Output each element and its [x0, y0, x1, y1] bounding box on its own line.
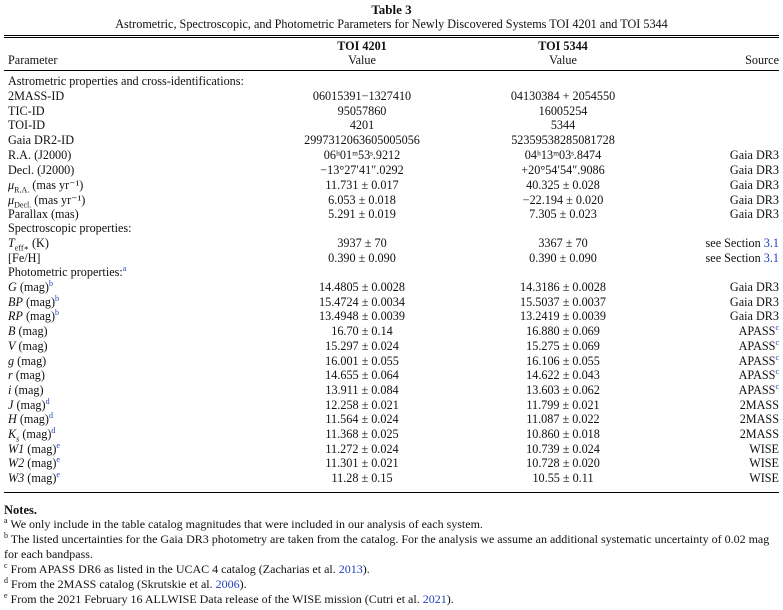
table-row: B (mag) 16.70 ± 0.14 16.880 ± 0.069 APASS$^c$	[8, 322, 779, 338]
header-toi5344: TOI 5344	[538, 39, 588, 53]
footnote-mark[interactable]: c	[775, 337, 779, 347]
header-rule	[4, 70, 779, 71]
row-pmra: $\mu_{R.A.}$ (mas yr⁻¹) 11.731 ± 0.017 40.325 ± 0.028 Gaia DR3	[8, 178, 779, 195]
table-row: W1 (mag)$^e$ 11.272 ± 0.024 10.739 ± 0.024 WISE	[8, 440, 779, 456]
footnote-mark[interactable]: c	[775, 366, 779, 376]
footnote-mark[interactable]: e	[56, 454, 60, 464]
top-rule-2	[4, 37, 779, 38]
table-row: $K_s$ (mag)$^d$ 11.368 ± 0.025 10.860 ± 0.018 2MASS	[8, 425, 779, 444]
table-row: TOI-ID 4201 5344	[8, 118, 576, 132]
table-row: i (mag) 13.911 ± 0.084 13.603 ± 0.062 APASS$^c$	[8, 381, 779, 397]
footnote-mark[interactable]: b	[55, 307, 60, 317]
table-row: W2 (mag)$^e$ 11.301 ± 0.021 10.728 ± 0.020 WISE	[8, 454, 779, 470]
table-row: RP (mag)$^b$ 13.4948 ± 0.0039 13.2419 ± 0.0039 Gaia DR3	[8, 307, 779, 323]
row-teff: $T_{eff∗}$ (K) 3937 ± 70 3367 ± 70 see Section 3.1	[8, 236, 779, 253]
table-row: V (mag) 15.297 ± 0.024 15.275 ± 0.069 APASS$^c$	[8, 337, 779, 353]
footnote-mark-a[interactable]: a	[122, 263, 127, 273]
table-row: J (mag)$^d$ 12.258 ± 0.021 11.799 ± 0.021 2MASS	[8, 396, 779, 412]
note-b: $^b$ The listed uncertainties for the Gaia DR3 photometry are taken from the catalog. For the analysis we assume an additional systematic uncertainty of 0.02 mag for each bandpass.	[4, 531, 770, 561]
footnote-mark[interactable]: b	[55, 293, 60, 303]
footnote-mark[interactable]: d	[51, 425, 56, 435]
note-c: $^c$ From APASS DR6 as listed in the UCAC 4 catalog (Zacharias et al. 2013).	[4, 561, 370, 576]
table-title: Astrometric, Spectroscopic, and Photometric Parameters for Newly Discovered Systems TOI 4201 and TOI 5344	[115, 17, 668, 31]
note-a: $^a$ We only include in the table catalog magnitudes that were included in our analysis of each system.	[4, 516, 483, 531]
bottom-rule	[4, 492, 779, 493]
footnote-mark[interactable]: c	[775, 322, 779, 332]
section-link[interactable]: 3.1	[763, 251, 779, 265]
table-row: BP (mag)$^b$ 15.4724 ± 0.0034 15.5037 ± 0.0037 Gaia DR3	[8, 293, 779, 309]
header-value-1: Value	[348, 53, 376, 67]
footnote-mark[interactable]: e	[56, 469, 60, 479]
note-e: $^e$ From the 2021 February 16 ALLWISE Data release of the WISE mission (Cutri et al. 2021).	[4, 591, 454, 606]
table-row: G (mag)$^b$ 14.4805 ± 0.0028 14.3186 ± 0.0028 Gaia DR3	[8, 278, 779, 294]
table-row: r (mag) 14.655 ± 0.064 14.622 ± 0.043 APASS$^c$	[8, 366, 779, 382]
citation-link[interactable]: 2013	[338, 562, 363, 576]
section-photometric: Photometric properties:$^a$	[8, 263, 127, 279]
section-astrometric: Astrometric properties and cross-identifications:	[8, 74, 244, 88]
header-value-2: Value	[549, 53, 577, 67]
footnote-mark[interactable]: b	[48, 278, 53, 288]
footnote-mark[interactable]: d	[45, 396, 50, 406]
header-row-1	[0, 39, 783, 54]
footnote-mark[interactable]: e	[56, 440, 60, 450]
section-spectroscopic: Spectroscopic properties:	[8, 221, 132, 235]
citation-link[interactable]: 2006	[215, 577, 240, 591]
table-row: H (mag)$^d$ 11.564 ± 0.024 11.087 ± 0.022 2MASS	[8, 410, 779, 426]
row-pmdec: $\mu_{Decl.}$ (mas yr⁻¹) 6.053 ± 0.018 −22.194 ± 0.020 Gaia DR3	[8, 193, 779, 210]
header-toi4201: TOI 4201	[337, 39, 387, 53]
row-feh: [Fe/H] 0.390 ± 0.090 0.390 ± 0.090 see Section 3.1	[8, 251, 779, 265]
row-ra: R.A. (J2000) 06ʰ01ᵐ53ˢ.9212 04ʰ13ᵐ03ˢ.8474 Gaia DR3	[8, 148, 779, 162]
table-row: W3 (mag)$^e$ 11.28 ± 0.15 10.55 ± 0.11 WISE	[8, 469, 779, 485]
table-row: 2MASS-ID 06015391−1327410 04130384 + 2054550	[8, 89, 616, 103]
header-source: Source	[745, 53, 779, 67]
notes-heading: Notes.	[4, 503, 37, 517]
footnote-mark[interactable]: c	[775, 381, 779, 391]
row-dec: Decl. (J2000) −13°27′41″.0292 +20°54′54″.9086 Gaia DR3	[8, 163, 779, 177]
header-parameter: Parameter	[8, 53, 58, 67]
footnote-mark[interactable]: c	[775, 352, 779, 362]
table-row: TIC-ID 95057860 16005254	[8, 104, 588, 118]
row-parallax: Parallax (mas) 5.291 ± 0.019 7.305 ± 0.023 Gaia DR3	[8, 207, 779, 221]
note-d: $^d$ From the 2MASS catalog (Skrutskie et al. 2006).	[4, 576, 247, 591]
footnote-mark[interactable]: d	[48, 410, 53, 420]
table-row: g (mag) 16.001 ± 0.055 16.106 ± 0.055 APASS$^c$	[8, 352, 779, 368]
top-rule-1	[4, 35, 779, 36]
section-link[interactable]: 3.1	[763, 236, 779, 250]
table-row: Gaia DR2-ID 2997312063605005056 52359538285081728	[8, 133, 615, 147]
citation-link[interactable]: 2021	[422, 592, 447, 606]
header-row-2	[0, 53, 783, 68]
table-number: Table 3	[371, 2, 412, 17]
